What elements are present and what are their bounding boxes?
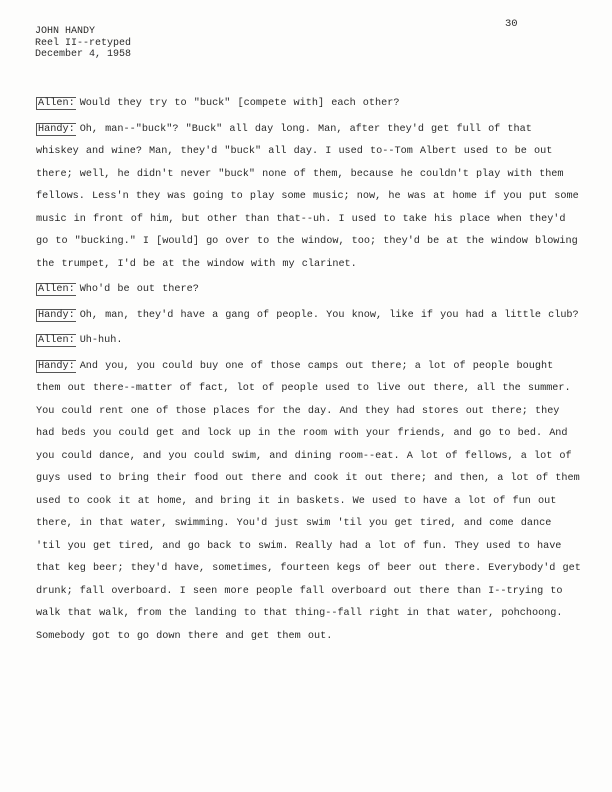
paragraph-text: Oh, man--"buck"? "Buck" all day long. Man, after they'd get full of that whiskey and wine? Man, they'd "buck" all day. I used to--Tom Albert used to be out there; well, he didn't never "buck" none of them, because he couldn't play with them fellows. Less'n they was going to play some music; now, he was at home if you put some music in front of him, but other than that--uh. I used to take his place when they'd go to "bucking." I [would] go over to the window, too; they'd be at the window blowing the trumpet, I'd be at the window with my clarinet. (36, 123, 579, 270)
transcript-paragraph (36, 119, 581, 277)
transcript-body (36, 93, 581, 651)
speaker-label: Handy: (38, 360, 75, 372)
paragraph-text: Oh, man, they'd have a gang of people. You know, like if you had a little club? (79, 309, 579, 321)
paragraph-text: Uh-huh. (79, 335, 123, 346)
header-date: December 4, 1958 (35, 49, 132, 60)
transcript-paragraph (36, 356, 581, 649)
transcript-paragraph (36, 279, 581, 302)
page-number: 30 (505, 18, 518, 30)
speaker-label: Allen: (38, 335, 75, 346)
transcript-paragraph (36, 330, 581, 353)
speaker-label: Handy: (38, 309, 75, 321)
speaker-label: Allen: (38, 284, 75, 295)
transcript-paragraph (36, 305, 581, 328)
paragraph-text: Who'd be out there? (79, 284, 199, 295)
paragraph-text: Would they try to "buck" [compete with] each other? (79, 98, 400, 109)
speaker-label: Handy: (38, 123, 75, 135)
paragraph-text: And you, you could buy one of those camps out there; a lot of people bought them out there--matter of fact, lot of people used to live out there, all the summer. You could rent one of those places for the day. And they had stores out there; they had beds you could get and lock up in the room with your friends, and go to bed. And you could dance, and you could swim, and dining room--eat. A lot of fellows, a lot of guys used to bring their food out there and cook it out there; and then, a lot of them used to cook it at home, and bring it in baskets. We used to have a lot of fun out there, in that water, swimming. You'd just swim 'til you get tired, and come dance 'til you get tired, and go back to swim. Really had a lot of fun. They used to have that keg beer; they'd have, sometimes, fourteen kegs of beer out there. Everybody'd get drunk; fall overboard. I seen more people fall overboard out there than I--trying to walk that walk, from the landing to that thing--fall right in that water, pohchoong. Somebody got to go down there and get them out. (36, 360, 581, 642)
document-header (35, 26, 131, 61)
transcript-paragraph (36, 93, 581, 116)
speaker-label: Allen: (38, 98, 75, 109)
header-reel: Reel II--retyped (35, 37, 132, 49)
header-name: JOHN HANDY (35, 26, 96, 37)
